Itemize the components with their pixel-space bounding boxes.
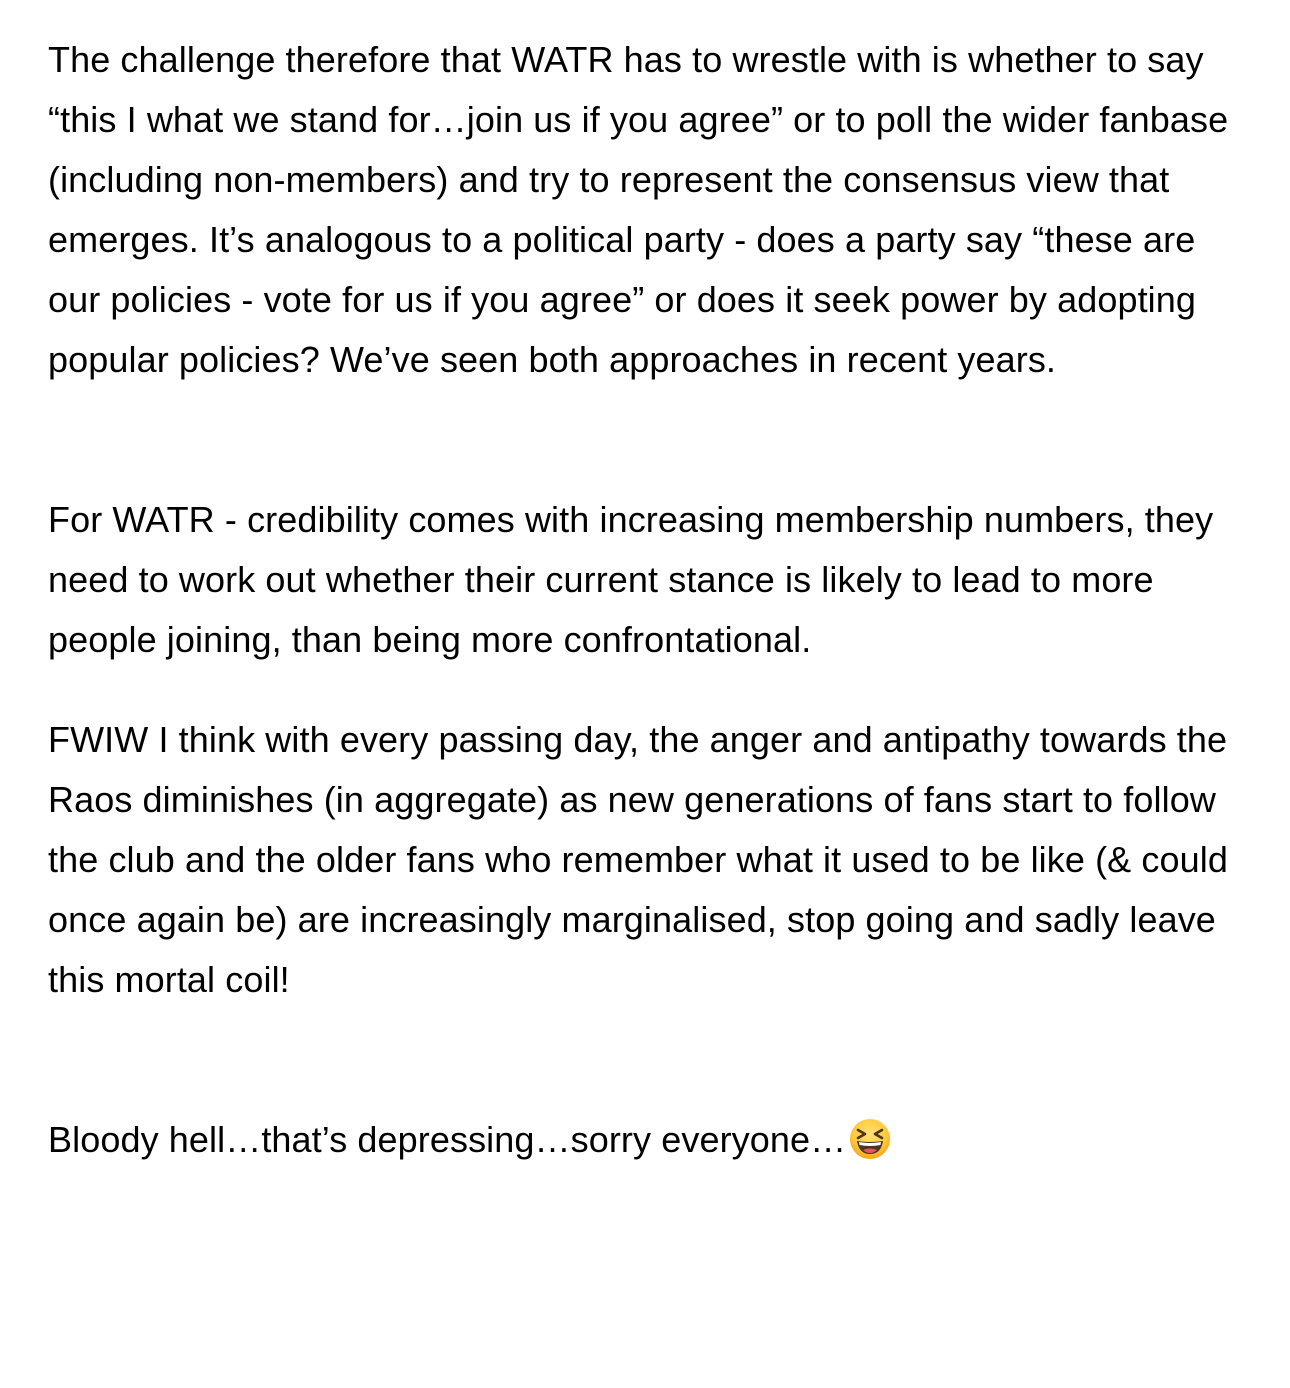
grinning-squinting-face-icon [848,1117,892,1161]
note-body [48,30,1253,1170]
paragraph-3: FWIW I think with every passing day, the anger and antipathy towards the Raos diminishes (in aggregate) as new generations of fans start to follow the club and the older fans who remember what it used to be like (& could once again be) are increasingly marginalised, stop going and sadly leave this mortal coil! [48,719,1228,1000]
closing-text: Bloody hell…that’s depressing…sorry everyone… [48,1119,847,1160]
paragraph-2: For WATR - credibility comes with increasing membership numbers, they need to work out whether their current stance is likely to lead to more people joining, than being more confrontational. [48,499,1214,660]
paragraph-4 [48,1110,1253,1170]
paragraph-spacer [48,670,1253,710]
paragraph-1: The challenge therefore that WATR has to wrestle with is whether to say “this I what we stand for…join us if you agree” or to poll the wider fanbase (including non-members) and try to represent the consensus view that emerges. It’s analogous to a political party - does a party say “these are our policies - vote for us if you agree” or does it seek power by adopting popular policies? We’ve seen both approaches in recent years. [48,39,1229,380]
paragraph-spacer [48,390,1253,490]
paragraph-spacer [48,1010,1253,1110]
